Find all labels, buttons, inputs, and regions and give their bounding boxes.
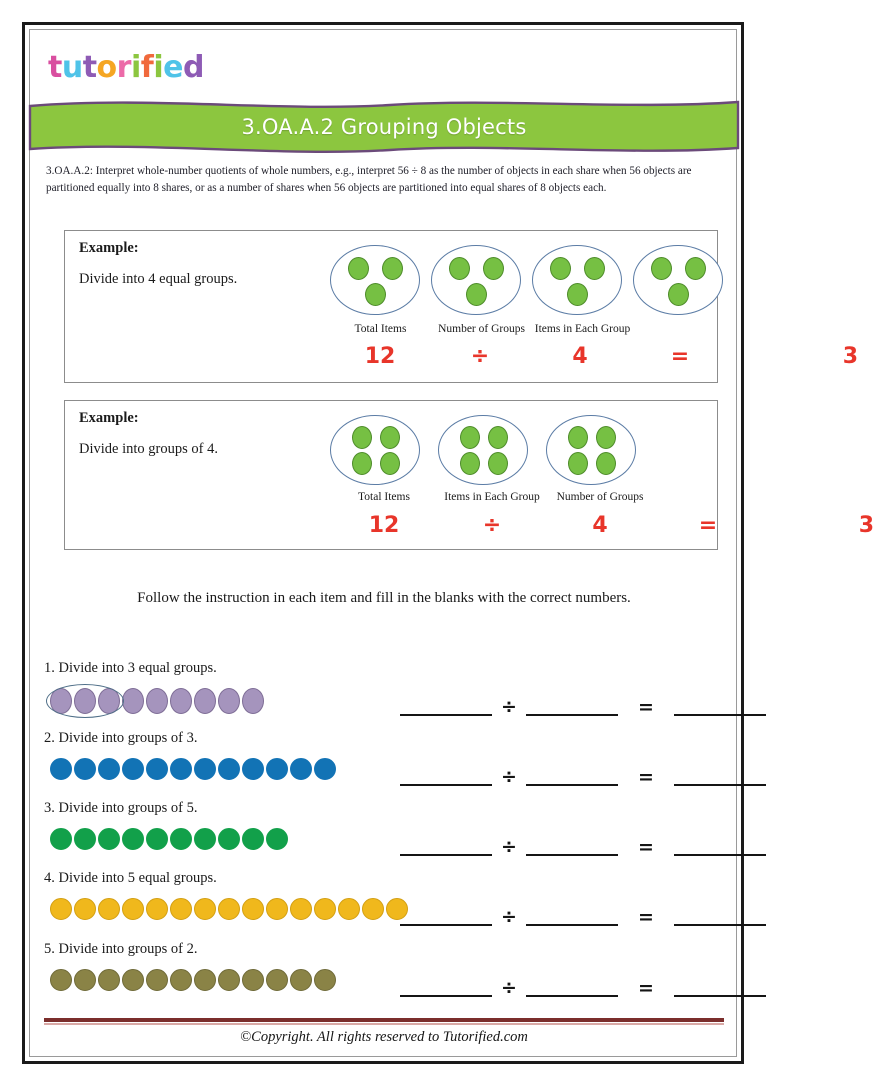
object-chip bbox=[242, 828, 264, 850]
object-chip bbox=[194, 758, 216, 780]
equals-symbol: = bbox=[638, 766, 654, 788]
problem-2-objects bbox=[50, 758, 336, 780]
title-banner bbox=[30, 96, 738, 158]
logo-letter-2: t bbox=[82, 50, 97, 85]
object-chip bbox=[50, 898, 72, 920]
group-item-dot bbox=[460, 452, 480, 475]
object-chip bbox=[314, 758, 336, 780]
logo-letter-4: r bbox=[116, 50, 131, 85]
logo-letter-0: t bbox=[48, 50, 62, 85]
logo-letter-3: o bbox=[96, 50, 117, 85]
object-chip bbox=[314, 898, 336, 920]
logo-letter-5: i bbox=[130, 50, 141, 85]
answer-blank-quotient[interactable] bbox=[674, 924, 766, 926]
group-oval bbox=[431, 245, 521, 315]
object-chip bbox=[194, 828, 216, 850]
object-chip bbox=[290, 969, 312, 991]
object-chip bbox=[98, 898, 120, 920]
object-chip bbox=[98, 969, 120, 991]
object-chip bbox=[146, 969, 168, 991]
example-1-dividend: 12 bbox=[364, 344, 396, 369]
equals-symbol: = bbox=[638, 906, 654, 928]
example-2-term-labels bbox=[330, 491, 654, 503]
group-item-dot bbox=[460, 426, 480, 449]
term-label-2: Number of Groups bbox=[556, 491, 644, 503]
example-1-divisor: 4 bbox=[572, 344, 588, 369]
example-2-groups bbox=[330, 415, 636, 485]
object-chip bbox=[122, 828, 144, 850]
group-item-dot bbox=[596, 426, 616, 449]
answer-blank-divisor[interactable] bbox=[526, 784, 618, 786]
group-item-dot bbox=[449, 257, 470, 280]
group-item-dot bbox=[584, 257, 605, 280]
object-chip bbox=[146, 758, 168, 780]
logo-letter-9: d bbox=[182, 50, 204, 85]
footer-rule-primary bbox=[44, 1018, 724, 1022]
logo-letter-6: f bbox=[140, 50, 154, 85]
object-chip bbox=[74, 758, 96, 780]
object-chip bbox=[338, 898, 360, 920]
object-chip bbox=[122, 898, 144, 920]
object-chip bbox=[218, 758, 240, 780]
logo-letter-1: u bbox=[61, 50, 83, 85]
answer-blank-dividend[interactable] bbox=[400, 924, 492, 926]
object-chip bbox=[146, 898, 168, 920]
object-chip bbox=[242, 898, 264, 920]
problem-5-instruction: 5. Divide into groups of 2. bbox=[44, 941, 198, 957]
group-item-dot bbox=[466, 283, 487, 306]
divide-symbol: ÷ bbox=[501, 766, 517, 788]
group-item-dot bbox=[380, 452, 400, 475]
object-chip bbox=[146, 688, 168, 714]
answer-blank-dividend[interactable] bbox=[400, 714, 492, 716]
problem-1-objects bbox=[50, 688, 264, 714]
object-chip bbox=[98, 758, 120, 780]
group-item-dot bbox=[365, 283, 386, 306]
logo-letter-7: i bbox=[153, 50, 164, 85]
problem-4-objects bbox=[50, 898, 408, 920]
example-2-equation bbox=[330, 513, 874, 538]
answer-blank-divisor[interactable] bbox=[526, 995, 618, 997]
group-item-dot bbox=[352, 452, 372, 475]
group-item-dot bbox=[651, 257, 672, 280]
object-chip bbox=[50, 688, 72, 714]
worksheet-title: 3.OA.A.2 Grouping Objects bbox=[241, 115, 527, 139]
example-1-term-labels bbox=[330, 323, 633, 335]
group-oval bbox=[546, 415, 636, 485]
problem-5-answer-row bbox=[400, 971, 766, 999]
group-item-dot bbox=[568, 452, 588, 475]
object-chip bbox=[266, 758, 288, 780]
object-chip bbox=[170, 688, 192, 714]
problem-2-answer-row bbox=[400, 760, 766, 788]
problem-5-objects bbox=[50, 969, 336, 991]
group-oval bbox=[532, 245, 622, 315]
footer-rule-secondary bbox=[44, 1023, 724, 1025]
object-chip bbox=[170, 758, 192, 780]
group-item-dot bbox=[567, 283, 588, 306]
answer-blank-quotient[interactable] bbox=[674, 854, 766, 856]
example-2-quotient: 3 bbox=[858, 513, 874, 538]
object-chip bbox=[242, 688, 264, 714]
object-chip bbox=[122, 758, 144, 780]
group-item-dot bbox=[380, 426, 400, 449]
problem-4-answer-row bbox=[400, 900, 766, 928]
equals-symbol: = bbox=[698, 513, 718, 538]
answer-blank-divisor[interactable] bbox=[526, 714, 618, 716]
answer-blank-divisor[interactable] bbox=[526, 854, 618, 856]
object-chip bbox=[266, 969, 288, 991]
object-chip bbox=[98, 828, 120, 850]
object-chip bbox=[266, 828, 288, 850]
answer-blank-dividend[interactable] bbox=[400, 854, 492, 856]
group-item-dot bbox=[488, 452, 508, 475]
group-item-dot bbox=[483, 257, 504, 280]
brand-logo-text bbox=[48, 50, 204, 85]
problem-3-objects bbox=[50, 828, 288, 850]
group-oval bbox=[330, 415, 420, 485]
page-frame bbox=[22, 22, 874, 1064]
object-chip bbox=[50, 828, 72, 850]
object-chip bbox=[194, 898, 216, 920]
divide-symbol: ÷ bbox=[470, 344, 490, 369]
answer-blank-quotient[interactable] bbox=[674, 784, 766, 786]
example-1-quotient: 3 bbox=[842, 344, 858, 369]
object-chip bbox=[74, 898, 96, 920]
divide-symbol: ÷ bbox=[501, 977, 517, 999]
object-chip bbox=[242, 758, 264, 780]
group-item-dot bbox=[352, 426, 372, 449]
group-oval bbox=[330, 245, 420, 315]
equals-symbol: = bbox=[638, 977, 654, 999]
object-chip bbox=[290, 758, 312, 780]
term-label-2: Items in Each Group bbox=[534, 323, 631, 335]
object-chip bbox=[290, 898, 312, 920]
example-2-dividend: 12 bbox=[368, 513, 400, 538]
example-2-instruction: Divide into groups of 4. bbox=[79, 441, 218, 457]
object-chip bbox=[74, 688, 96, 714]
example-box-1 bbox=[64, 230, 858, 383]
brand-logo bbox=[48, 48, 204, 88]
problem-1-answer-row bbox=[400, 690, 766, 718]
problem-3-instruction: 3. Divide into groups of 5. bbox=[44, 800, 198, 816]
object-chip bbox=[362, 898, 384, 920]
term-label-1: Items in Each Group bbox=[444, 491, 540, 503]
answer-blank-quotient[interactable] bbox=[674, 714, 766, 716]
group-item-dot bbox=[348, 257, 369, 280]
problem-1-instruction: 1. Divide into 3 equal groups. bbox=[44, 660, 217, 676]
object-chip bbox=[146, 828, 168, 850]
problem-3-answer-row bbox=[400, 830, 766, 858]
group-item-dot bbox=[568, 426, 588, 449]
object-chip bbox=[74, 969, 96, 991]
object-chip bbox=[218, 898, 240, 920]
term-label-0: Total Items bbox=[358, 491, 410, 503]
object-chip bbox=[170, 898, 192, 920]
group-item-dot bbox=[488, 426, 508, 449]
example-1-groups bbox=[330, 245, 723, 315]
group-oval bbox=[438, 415, 528, 485]
logo-letter-8: e bbox=[163, 50, 183, 85]
term-label-0: Total Items bbox=[354, 323, 407, 335]
answer-blank-dividend[interactable] bbox=[400, 784, 492, 786]
example-2-label: Example: bbox=[79, 410, 139, 426]
problem-4-instruction: 4. Divide into 5 equal groups. bbox=[44, 870, 217, 886]
object-chip bbox=[122, 969, 144, 991]
object-chip bbox=[170, 828, 192, 850]
example-1-label: Example: bbox=[79, 240, 139, 256]
object-chip bbox=[314, 969, 336, 991]
group-item-dot bbox=[596, 452, 616, 475]
answer-blank-quotient[interactable] bbox=[674, 995, 766, 997]
group-item-dot bbox=[382, 257, 403, 280]
object-chip bbox=[218, 828, 240, 850]
answer-blank-divisor[interactable] bbox=[526, 924, 618, 926]
object-chip bbox=[98, 688, 120, 714]
example-box-2 bbox=[64, 400, 874, 550]
standard-description: 3.OA.A.2: Interpret whole-number quotients of whole numbers, e.g., interpret 56 ÷ 8 as the number of objects in each share when 56 objects are partitioned equally into 8 shares, or as a number of shares when 56 objects are partitioned into equal shares of 8 objects each. bbox=[46, 165, 692, 195]
object-chip bbox=[194, 688, 216, 714]
equals-symbol: = bbox=[670, 344, 690, 369]
object-chip bbox=[266, 898, 288, 920]
object-chip bbox=[242, 969, 264, 991]
divide-symbol: ÷ bbox=[501, 696, 517, 718]
problem-2-instruction: 2. Divide into groups of 3. bbox=[44, 730, 198, 746]
group-item-dot bbox=[685, 257, 706, 280]
answer-blank-dividend[interactable] bbox=[400, 995, 492, 997]
example-1-equation bbox=[330, 344, 858, 369]
follow-instruction-text: Follow the instruction in each item and fill in the blanks with the correct numbers. bbox=[137, 590, 631, 606]
object-chip bbox=[122, 688, 144, 714]
object-chip bbox=[50, 969, 72, 991]
group-item-dot bbox=[550, 257, 571, 280]
term-label-1: Number of Groups bbox=[438, 323, 525, 335]
example-1-instruction: Divide into 4 equal groups. bbox=[79, 271, 238, 287]
page-inner-frame bbox=[29, 29, 874, 1057]
copyright-text: ©Copyright. All rights reserved to Tutorified.com bbox=[240, 1029, 528, 1045]
object-chip bbox=[194, 969, 216, 991]
object-chip bbox=[218, 969, 240, 991]
divide-symbol: ÷ bbox=[482, 513, 502, 538]
group-item-dot bbox=[668, 283, 689, 306]
object-chip bbox=[170, 969, 192, 991]
object-chip bbox=[74, 828, 96, 850]
divide-symbol: ÷ bbox=[501, 906, 517, 928]
object-chip bbox=[218, 688, 240, 714]
divide-symbol: ÷ bbox=[501, 836, 517, 858]
group-oval bbox=[633, 245, 723, 315]
equals-symbol: = bbox=[638, 836, 654, 858]
object-chip bbox=[50, 758, 72, 780]
equals-symbol: = bbox=[638, 696, 654, 718]
example-2-divisor: 4 bbox=[592, 513, 608, 538]
